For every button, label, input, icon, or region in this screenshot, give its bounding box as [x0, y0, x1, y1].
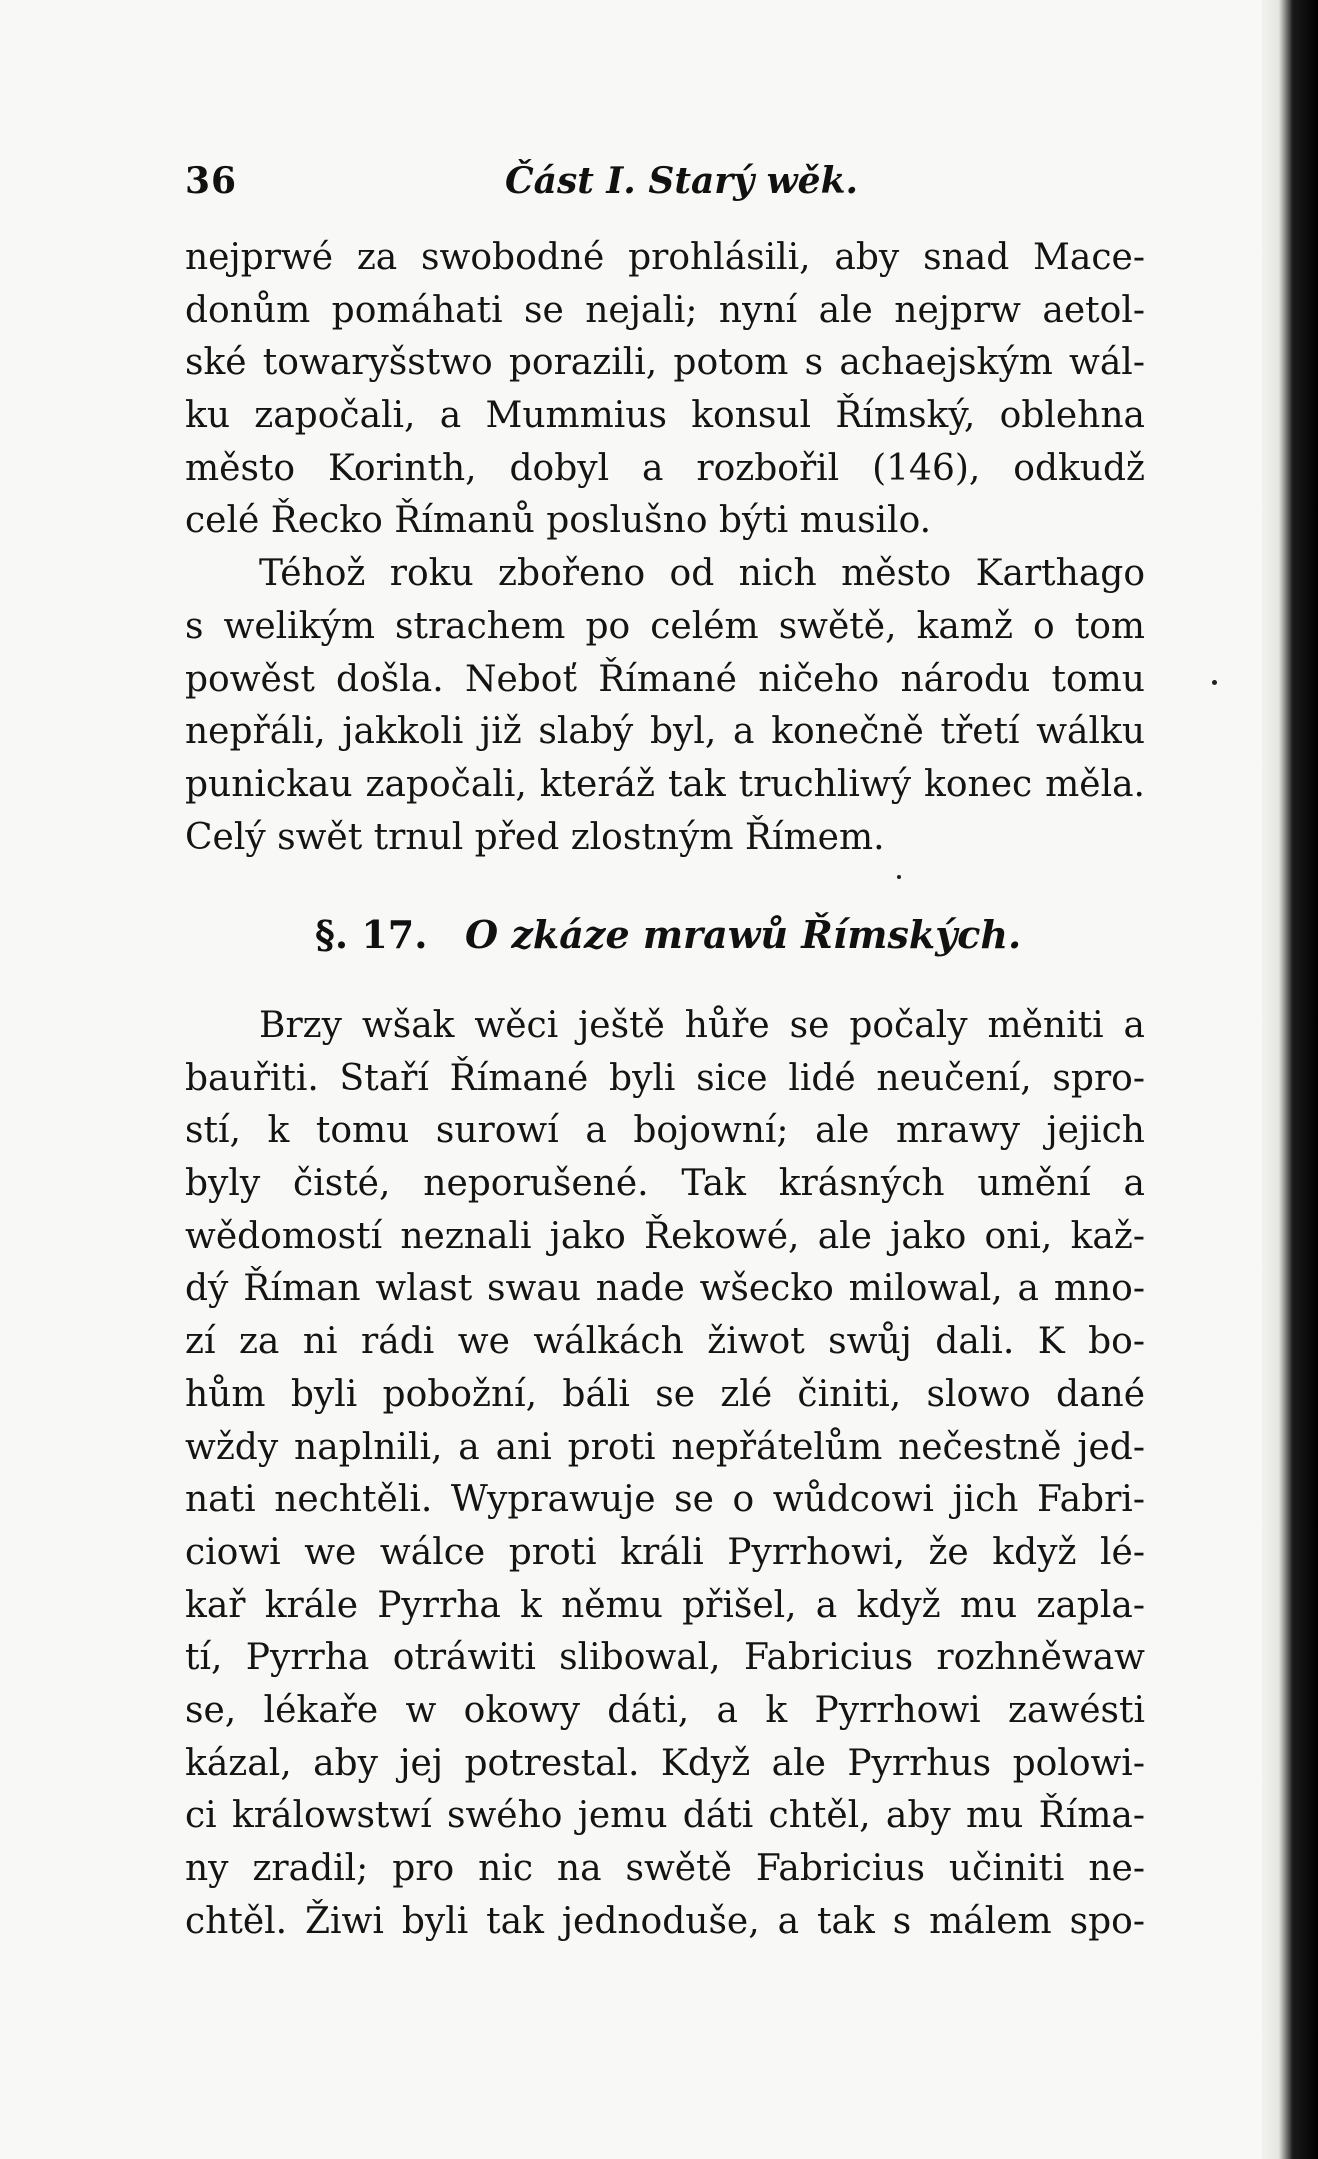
text-line: Brzy wšak wěci ještě hůře se počaly měniti a	[259, 1005, 1145, 1046]
text-line: ské towaryšstwo porazili, potom s achaejským wál-	[185, 342, 1145, 384]
paragraph-2	[185, 1000, 1145, 1948]
text-line: tí, Pyrrha otráwiti slibowal, Fabricius rozhněwaw	[185, 1637, 1145, 1679]
text-line: zí za ni rádi we wálkách žiwot swůj dali. K bo-	[185, 1321, 1145, 1363]
text-line: ciowi we wálce proti králi Pyrrhowi, že když lé-	[185, 1531, 1145, 1573]
text-line: wždy naplnili, a ani proti nepřátelům nečestně jed-	[185, 1426, 1145, 1468]
text-line: Téhož roku zbořeno od nich město Karthago	[259, 553, 1145, 595]
text-line: ci králowstwí swého jemu dáti chtěl, aby mu Říma-	[185, 1795, 1145, 1837]
page-header	[185, 160, 1145, 210]
text-line: město Korinth, dobyl a rozbořil (146), odkudž	[185, 447, 1145, 489]
text-line: byly čisté, neporušené. Tak krásných umění a	[185, 1163, 1145, 1205]
paragraph-1	[185, 232, 1145, 864]
text-line: kař krále Pyrrha k němu přišel, a když mu zapla-	[185, 1584, 1145, 1626]
text-line: Celý swět trnul před zlostným Římem.	[185, 816, 885, 858]
text-line: kázal, aby jej potrestal. Když ale Pyrrhus polowi-	[185, 1742, 1145, 1784]
text-line: chtěl. Žiwi byli tak jednoduše, a tak s málem spo-	[185, 1900, 1145, 1942]
text-line: nejprwé za swobodné prohlásili, aby snad Mace-	[185, 237, 1145, 278]
text-line: nati nechtěli. Wyprawuje se o wůdcowi jich Fabri-	[185, 1479, 1145, 1521]
text-line: dý Říman wlast swau nade wšecko milowal, a mno-	[185, 1268, 1145, 1310]
text-line: bauřiti. Staří Římané byli sice lidé neučení, spro-	[185, 1057, 1145, 1099]
text-line: hům byli pobožní, báli se zlé činiti, slowo dané	[185, 1373, 1145, 1415]
section-number: §. 17.	[315, 912, 428, 957]
page-number: 36	[185, 160, 238, 202]
running-head: Část I. Starý wěk.	[505, 160, 859, 202]
text-line: ny zradil; pro nic na swětě Fabricius učiniti ne-	[185, 1848, 1145, 1889]
text-line: celé Řecko Římanů poslušno býti musilo.	[185, 500, 932, 542]
text-line: se, lékaře w okowy dáti, a k Pyrrhowi zawésti	[185, 1689, 1145, 1731]
text-line: nepřáli, jakkoli již slabý byl, a konečně třetí wálku	[185, 711, 1145, 753]
text-line: ku započali, a Mummius konsul Římský, oblehna	[185, 395, 1145, 437]
text-line: stí, k tomu surowí a bojowní; ale mrawy jejich	[185, 1110, 1145, 1152]
text-line: punickau započali, kteráž tak truchliwý konec měla.	[185, 763, 1145, 805]
ink-speck	[897, 875, 901, 879]
text-line: powěst došla. Neboť Římané ničeho národu tomu	[185, 658, 1145, 700]
section-title: O zkáze mrawů Římských.	[465, 912, 1022, 957]
text-line: donům pomáhati se nejali; nyní ale nejprw aetol-	[185, 289, 1145, 331]
page-binding-edge	[1262, 0, 1318, 2159]
text-line: s welikým strachem po celém swětě, kamž o tom	[185, 605, 1145, 647]
section-heading	[185, 905, 1145, 965]
ink-speck	[1212, 680, 1217, 685]
text-line: wědomostí neznali jako Řekowé, ale jako oni, kaž-	[185, 1215, 1145, 1257]
